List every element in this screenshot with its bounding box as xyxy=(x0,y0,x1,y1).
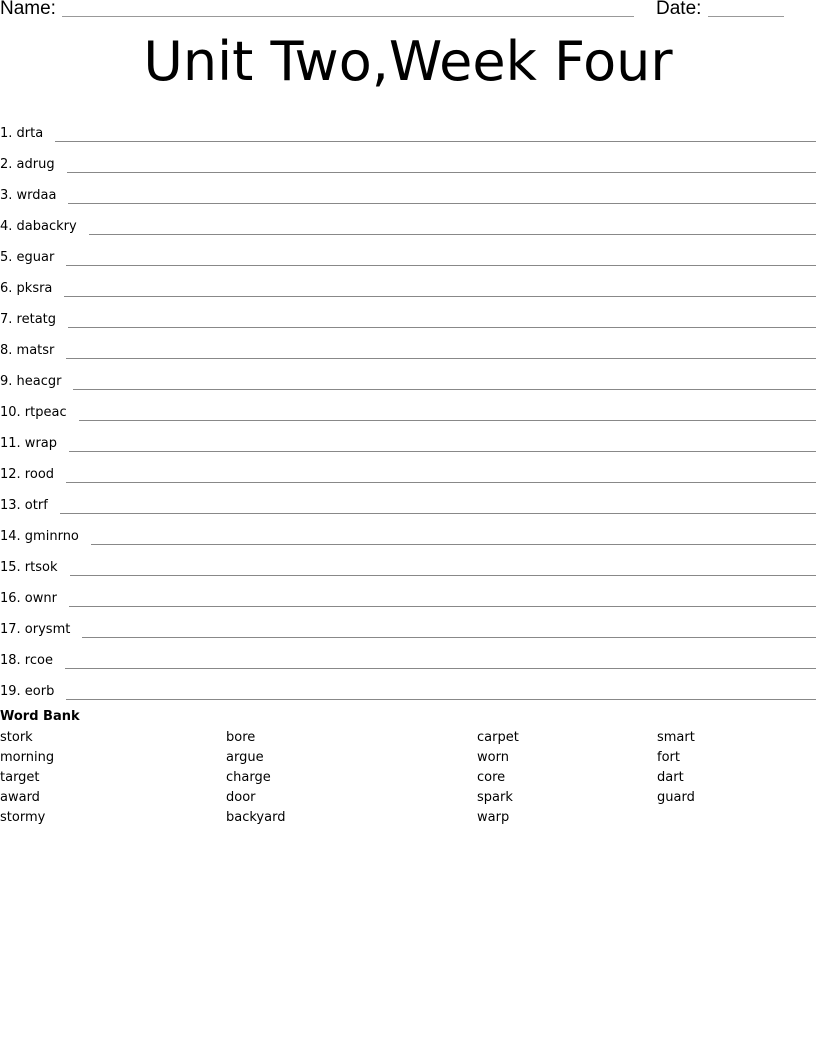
answer-line[interactable] xyxy=(89,234,816,235)
word-bank-word: target xyxy=(0,770,40,785)
question-row xyxy=(0,236,816,267)
word-bank-word: warp xyxy=(477,810,510,825)
answer-line[interactable] xyxy=(60,513,816,514)
question-row xyxy=(0,453,816,484)
word-bank-word: stork xyxy=(0,730,33,745)
word-bank-word: argue xyxy=(226,750,264,765)
word-bank-word: bore xyxy=(226,730,256,745)
answer-line[interactable] xyxy=(66,699,816,700)
word-bank-column xyxy=(0,728,54,828)
word-bank-word: spark xyxy=(477,790,513,805)
question-label: 11. wrap xyxy=(0,436,58,451)
question-label: 19. eorb xyxy=(0,684,55,699)
word-bank-word: smart xyxy=(657,730,695,745)
name-field-line[interactable] xyxy=(62,16,634,17)
question-label: 12. rood xyxy=(0,467,55,482)
question-label: 14. gminrno xyxy=(0,529,79,544)
question-row xyxy=(0,670,816,701)
date-field-line[interactable] xyxy=(708,16,784,17)
word-bank-word: morning xyxy=(0,750,55,765)
question-label: 1. drta xyxy=(0,126,44,141)
question-row xyxy=(0,577,816,608)
answer-line[interactable] xyxy=(64,296,816,297)
word-bank-column xyxy=(226,728,285,828)
answer-line[interactable] xyxy=(65,668,816,669)
question-label: 10. rtpeac xyxy=(0,405,67,420)
answer-line[interactable] xyxy=(91,544,816,545)
answer-line[interactable] xyxy=(73,389,816,390)
question-label: 3. wrdaa xyxy=(0,188,57,203)
question-row xyxy=(0,143,816,174)
question-label: 8. matsr xyxy=(0,343,55,358)
word-bank-word: award xyxy=(0,790,40,805)
answer-line[interactable] xyxy=(68,327,816,328)
question-label: 16. ownr xyxy=(0,591,57,606)
question-row xyxy=(0,174,816,205)
question-label: 7. retatg xyxy=(0,312,57,327)
word-bank-column xyxy=(477,728,519,828)
word-bank-word: worn xyxy=(477,750,509,765)
word-bank-title: Word Bank xyxy=(0,709,80,724)
answer-line[interactable] xyxy=(55,141,816,142)
date-label: Date: xyxy=(656,0,702,19)
answer-line[interactable] xyxy=(82,637,816,638)
answer-line[interactable] xyxy=(70,575,816,576)
answer-line[interactable] xyxy=(67,172,816,173)
answer-line[interactable] xyxy=(79,420,816,421)
name-label: Name: xyxy=(0,0,56,19)
question-row xyxy=(0,484,816,515)
word-bank-column xyxy=(657,728,695,808)
question-label: 6. pksra xyxy=(0,281,53,296)
word-bank xyxy=(0,708,816,825)
question-row xyxy=(0,546,816,577)
question-row xyxy=(0,267,816,298)
answer-line[interactable] xyxy=(68,203,816,204)
worksheet-header xyxy=(0,0,816,24)
question-label: 9. heacgr xyxy=(0,374,62,389)
question-row xyxy=(0,608,816,639)
question-label: 18. rcoe xyxy=(0,653,53,668)
question-row xyxy=(0,515,816,546)
word-bank-word: dart xyxy=(657,770,684,785)
question-row xyxy=(0,639,816,670)
word-bank-word: door xyxy=(226,790,256,805)
question-row xyxy=(0,205,816,236)
word-bank-word: backyard xyxy=(226,810,286,825)
question-row xyxy=(0,391,816,422)
question-label: 2. adrug xyxy=(0,157,55,172)
answer-line[interactable] xyxy=(69,606,816,607)
question-label: 4. dabackry xyxy=(0,219,77,234)
answer-line[interactable] xyxy=(66,482,816,483)
question-label: 15. rtsok xyxy=(0,560,58,575)
word-bank-word: fort xyxy=(657,750,680,765)
page-title: Unit Two,Week Four xyxy=(143,30,673,93)
question-row xyxy=(0,112,816,143)
question-row xyxy=(0,298,816,329)
word-bank-word: core xyxy=(477,770,506,785)
word-bank-word: charge xyxy=(226,770,271,785)
question-label: 13. otrf xyxy=(0,498,48,513)
question-row xyxy=(0,329,816,360)
answer-line[interactable] xyxy=(66,265,816,266)
question-label: 17. orysmt xyxy=(0,622,71,637)
question-row xyxy=(0,422,816,453)
question-label: 5. eguar xyxy=(0,250,55,265)
word-bank-word: stormy xyxy=(0,810,46,825)
scramble-question-list xyxy=(0,112,816,701)
answer-line[interactable] xyxy=(66,358,816,359)
word-bank-word: guard xyxy=(657,790,695,805)
question-row xyxy=(0,360,816,391)
word-bank-word: carpet xyxy=(477,730,519,745)
answer-line[interactable] xyxy=(69,451,816,452)
